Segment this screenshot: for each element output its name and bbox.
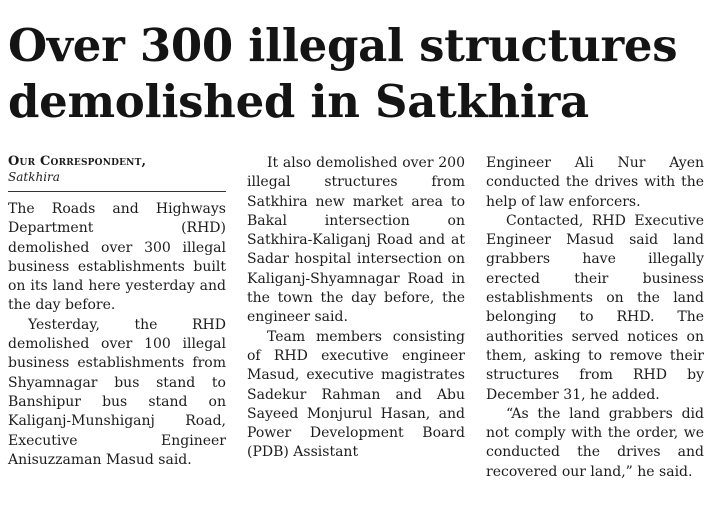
headline-line-1: Over 300 illegal structures: [8, 19, 678, 72]
paragraph: Engineer Ali Nur Ayen conducted the drives with the help of law enforcers.: [486, 155, 704, 210]
paragraph: It also demolished over 200 illegal structures from Satkhira new market area to Bakal intersection on Satkhira-Kaliganj Road and at Sadar hospital intersection on Kaliganj-Shyamnagar Road in the town the day before, the engineer said.: [247, 155, 465, 326]
headline-line-2: demolished in Satkhira: [8, 75, 589, 128]
headline: [8, 18, 708, 130]
byline-divider: [8, 191, 226, 192]
paragraph: Team members consisting of RHD executive engineer Masud, executive magistrates Sadekur Rahman and Abu Sayeed Monjurul Hasan, and Power Development Board (PDB) Assistant: [247, 328, 465, 461]
article-column-1: [8, 154, 226, 470]
byline-place: Satkhira: [8, 170, 60, 184]
byline: Our Correspondent,: [8, 154, 147, 169]
paragraph: Contacted, RHD Executive Engineer Masud said land grabbers have illegally erected their business establishments on the land belonging to RHD. The authorities served notices on them, asking to remove their structures from RHD by December 31, he added.: [486, 212, 704, 403]
paragraph: Yesterday, the RHD demolished over 100 illegal business establishments from Shyamnagar bus stand to Banshipur bus stand on Kaliganj-Munshiganj Road, Executive Engineer Anisuzzaman Masud said.: [8, 316, 226, 468]
article-column-3: [486, 154, 704, 482]
article-column-2: [247, 154, 465, 463]
paragraph: The Roads and Highways Department (RHD) demolished over 300 illegal business establishments built on its land here yesterday and the day before.: [8, 201, 226, 314]
paragraph: “As the land grabbers did not comply with the order, we conducted the drives and recovered our land,” he said.: [486, 405, 704, 480]
